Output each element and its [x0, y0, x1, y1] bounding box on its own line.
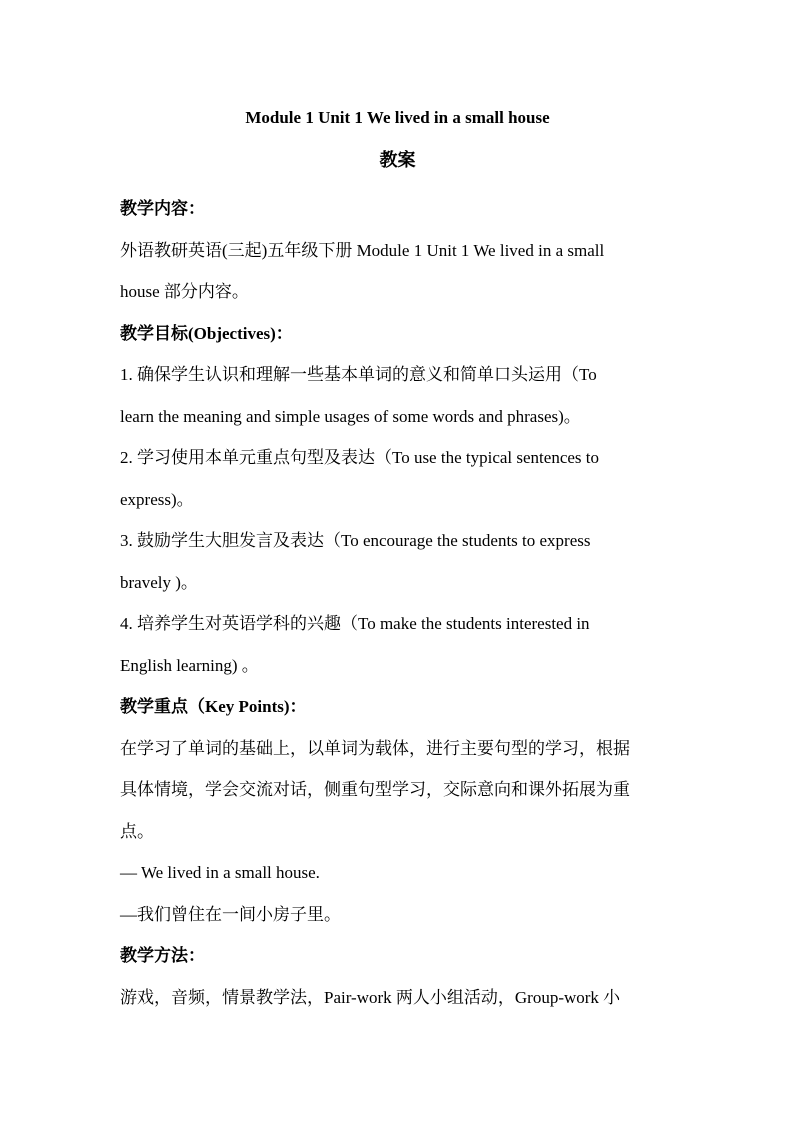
document-title: Module 1 Unit 1 We lived in a small house: [245, 108, 550, 127]
objective-2-line-1: 2. 学习使用本单元重点句型及表达（To use the typical sentences to: [120, 448, 599, 467]
key-points-line-2: 具体情境，学会交流对话，侧重句型学习，交际意向和课外拓展为重: [120, 780, 630, 799]
key-points-line-1: 在学习了单词的基础上，以单词为载体，进行主要句型的学习，根据: [120, 738, 630, 758]
content-line-2: house 部分内容。: [120, 282, 249, 301]
section-heading-methods: 教学方法：: [120, 946, 205, 965]
methods-line-1: 游戏，音频，情景教学法，Pair-work 两人小组活动，Group-work 小: [120, 987, 621, 1007]
section-heading-key-points: 教学重点（Key Points)：: [120, 697, 307, 716]
objective-1-line-2: learn the meaning and simple usages of some words and phrases)。: [120, 406, 581, 426]
key-points-line-3: 点。: [120, 821, 154, 841]
document-subtitle: 教案: [379, 150, 416, 170]
objective-1-line-1: 1. 确保学生认识和理解一些基本单词的意义和简单口头运用（To: [120, 365, 597, 384]
example-sentence-english: — We lived in a small house.: [120, 863, 320, 882]
section-heading-objectives: 教学目标(Objectives)：: [120, 323, 293, 343]
document-body: [120, 104, 675, 1018]
content-line-1: 外语教研英语(三起)五年级下册 Module 1 Unit 1 We lived in a small: [120, 240, 605, 260]
objective-3-line-1: 3. 鼓励学生大胆发言及表达（To encourage the students to express: [120, 531, 591, 550]
objective-4-line-1: 4. 培养学生对英语学科的兴趣（To make the students interested in: [120, 614, 590, 633]
objective-3-line-2: bravely )。: [120, 572, 198, 592]
section-heading-content: 教学内容：: [120, 199, 205, 218]
objective-4-line-2: English learning) 。: [120, 655, 259, 675]
example-sentence-chinese: —我们曾住在一间小房子里。: [120, 904, 341, 924]
objective-2-line-2: express)。: [120, 489, 194, 509]
